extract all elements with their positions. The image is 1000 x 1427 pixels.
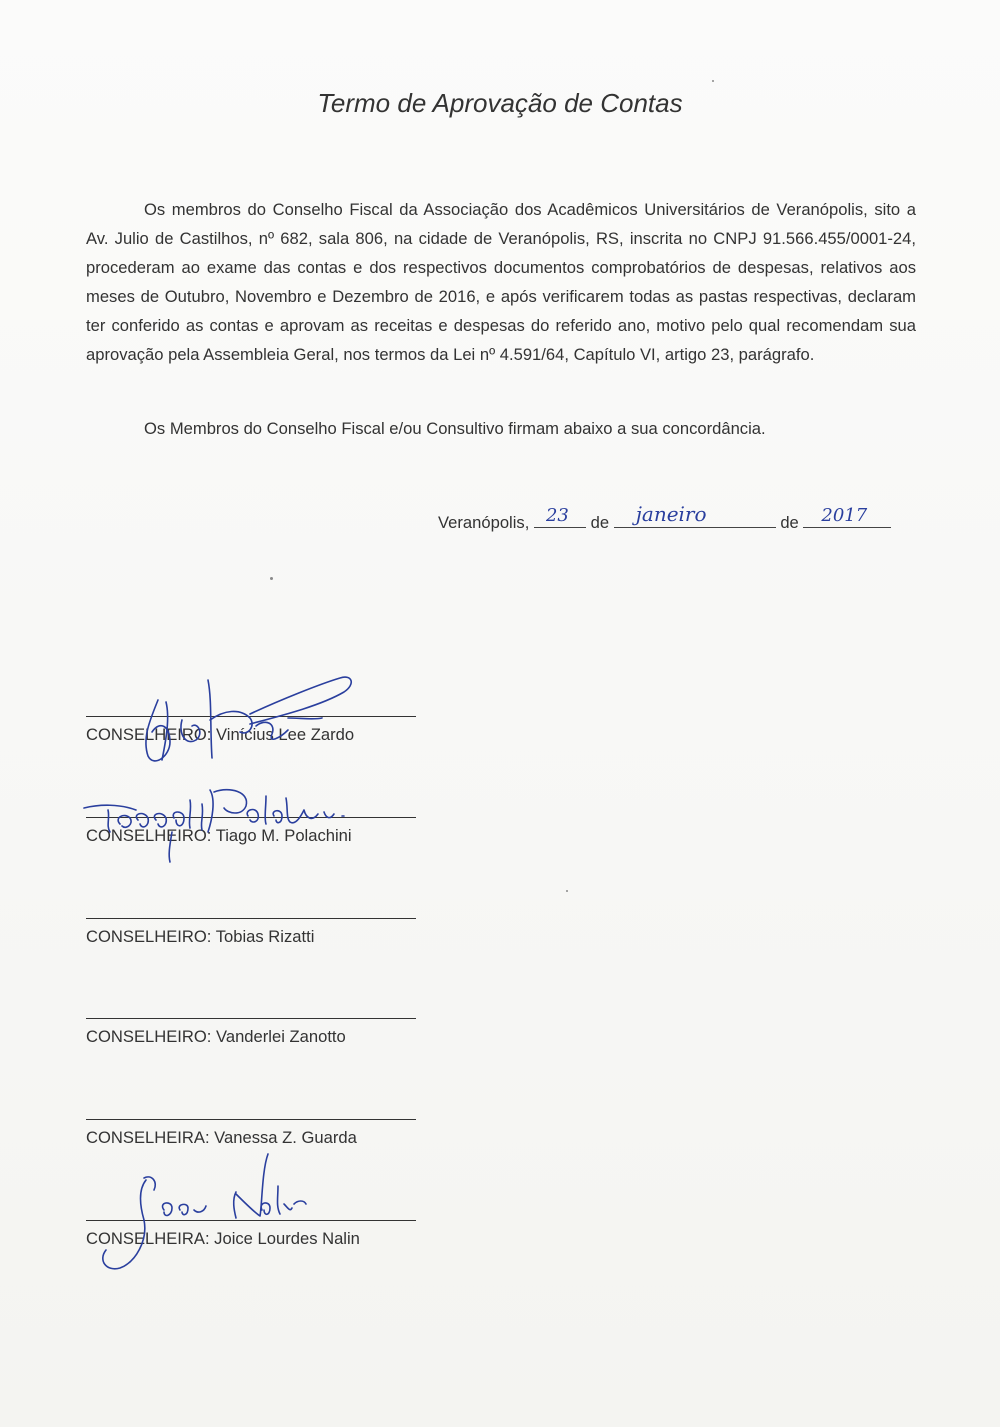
scan-speck — [270, 577, 273, 580]
concordance-text: Os Membros do Conselho Fiscal e/ou Consultivo firmam abaixo a sua concordância. — [144, 419, 766, 438]
date-month-field — [614, 502, 776, 528]
signature-line — [86, 1018, 416, 1019]
body-paragraph — [86, 195, 916, 369]
signature-nalin — [84, 1150, 324, 1280]
date-city: Veranópolis, — [438, 513, 530, 532]
handwritten-day: 23 — [545, 505, 569, 526]
scan-speck — [566, 890, 568, 892]
signature-block-5 — [86, 1119, 416, 1148]
signatory-label: CONSELHEIRA: Joice Lourdes Nalin — [86, 1229, 360, 1248]
signatory-label: CONSELHEIRO: Tiago M. Polachini — [86, 826, 352, 845]
date-year-field — [803, 507, 891, 528]
signature-block-3 — [86, 918, 416, 947]
closing-paragraph — [86, 414, 916, 443]
signatory-label: CONSELHEIRA: Vanessa Z. Guarda — [86, 1128, 357, 1147]
signatory-label: CONSELHEIRO: Vinícius Lee Zardo — [86, 725, 355, 744]
date-connector-2: de — [780, 513, 799, 532]
approval-text: Os membros do Conselho Fiscal da Associação dos Acadêmicos Universitários de Veranópolis, sito a Av. Julio de Castilhos, nº 682, sala 806, na cidade de Veranópolis, RS, inscrita no CNPJ 91.566.455/0001-24, procederam ao exame das contas e dos respectivos documentos comprobatórios de despesas, relativos aos meses de Outubro, Novembro e Dezembro de 2016, e após verificarem todas as pastas respectivas, declaram ter conferido as contas e aprovam as receitas e despesas do referido ano, motivo pelo qual recomendam sua aprovação pela Assembleia Geral, nos termos da Lei nº 4.591/64, Capítulo VI, artigo 23, parágrafo. — [86, 200, 916, 364]
date-day-field — [534, 507, 586, 528]
signature-polachini — [80, 770, 380, 865]
signature-zardo — [100, 660, 370, 780]
signature-line — [86, 1119, 416, 1120]
document-title: Termo de Aprovação de Contas — [317, 88, 683, 118]
handwritten-year: 2017 — [821, 505, 868, 526]
signatory-label: CONSELHEIRO: Tobias Rizatti — [86, 927, 315, 946]
signatory-label: CONSELHEIRO: Vanderlei Zanotto — [86, 1027, 346, 1046]
date-connector-1: de — [590, 513, 610, 532]
handwritten-month: janeiro — [635, 502, 707, 526]
signature-line — [86, 918, 416, 919]
date-line — [438, 502, 891, 533]
scan-speck — [712, 80, 714, 82]
signature-block-4 — [86, 1018, 416, 1047]
